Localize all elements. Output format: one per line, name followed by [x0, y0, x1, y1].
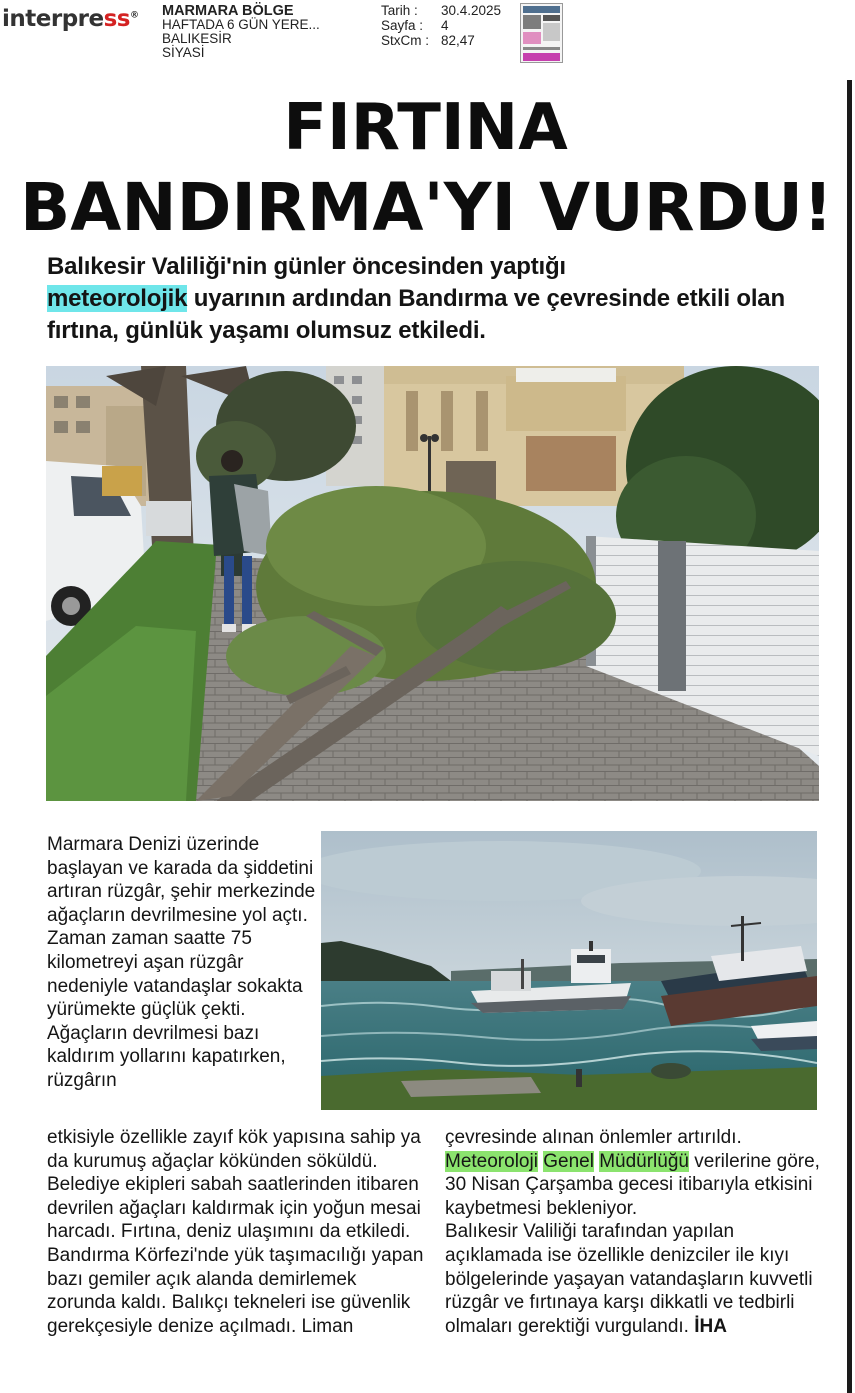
- meta-row-stxcm: [381, 33, 501, 48]
- highlight-term: Meteoroloji: [445, 1150, 538, 1172]
- body-text: etkisiyle özellikle zayıf kök yapısına sahip ya da kurumuş ağaçlar kökünden söküldü. Belediye ekipleri sabah saatlerinden itibaren devrilen ağaçları kaldırmak için yoğun mesai harcadı. Fırtına, deniz ulaşımını da etkiledi. Bandırma Körfezi'nde yük taşımacılığı yapan bazı gemiler açık alanda demirlemek zorunda kaldı. Balıkçı tekneleri ise güvenlik gerekçesiyle denize açılmadı. Liman: [47, 1127, 424, 1337]
- source-line: MARMARA BÖLGE: [162, 3, 294, 19]
- photo-boats-harbor: [321, 831, 817, 1110]
- lead-text: Balıkesir Valiliği'nin günler öncesinden yaptığı: [47, 253, 566, 280]
- source-line: BALIKESİR: [162, 31, 232, 46]
- page-thumbnail[interactable]: [520, 3, 563, 63]
- body-text: [445, 1220, 825, 1338]
- body-text-run: verilerine göre, 30 Nisan Çarşamba gecesi itibarıyla etkisini kaybetmesi bekleniyor.: [445, 1150, 820, 1219]
- body-text-run: Balıkesir Valiliği tarafından yapılan açıklamada ise özellikle denizciler ile kıyı bölgelerinde yaşayan vatandaşların kuvvetli rüzgâr ve fırtınaya karşı dikkatli ve tedbirli olmaları gerektiği vurgulandı.: [445, 1221, 813, 1337]
- agency-credit: İHA: [694, 1315, 727, 1337]
- meta-row-date: [381, 3, 501, 18]
- lead-text: uyarının ardından Bandırma ve çevresinde etkili olan fırtına, günlük yaşamı olumsuz etkiledi.: [47, 285, 785, 344]
- headline-line-1: FIRTINA: [283, 91, 568, 165]
- lead-highlight: meteorolojik: [47, 285, 188, 312]
- source-info: [162, 4, 320, 60]
- meta-key: Tarih :: [381, 3, 418, 18]
- source-line: SİYASİ: [162, 45, 205, 60]
- lead-paragraph: [47, 251, 837, 347]
- interpress-logo: interpress®: [2, 6, 139, 32]
- photo-fallen-tree: [46, 366, 819, 801]
- meta-value: 30.4.2025: [441, 3, 502, 18]
- meta-value: 82,47: [441, 33, 475, 48]
- meta-value: 4: [441, 18, 449, 33]
- highlight-term: Genel: [543, 1150, 594, 1172]
- meta-key: StxCm :: [381, 33, 430, 48]
- body-column-b: [47, 1126, 427, 1338]
- body-text: Marmara Denizi üzerinde başlayan ve karada da şiddetini artıran rüzgâr, şehir merkezinde ağaçların devrilmesine yol açtı. Zaman zaman saatte 75 kilometreyi aşan rüzgâr nedeniyle vatandaşlar sokakta yürümekte güçlük çekti. Ağaçların devrilmesi bazı kaldırım yollarını kapatırken, rüzgârın: [47, 834, 316, 1091]
- clipping-header: [0, 0, 855, 66]
- meta-key: Sayfa :: [381, 18, 424, 33]
- body-column-c: [445, 1126, 825, 1338]
- column-rule: [847, 80, 852, 1393]
- body-text: [445, 1126, 825, 1220]
- meta-row-page: [381, 18, 501, 33]
- body-column-a: [47, 833, 319, 1093]
- body-text-run: çevresinde alınan önlemler artırıldı.: [445, 1127, 742, 1148]
- source-line: HAFTADA 6 GÜN YERE...: [162, 17, 320, 32]
- headline-line-2: BANDIRMA'YI VURDU!: [19, 169, 834, 246]
- clip-meta: [381, 3, 501, 48]
- highlight-term: Müdürlüğü: [599, 1150, 689, 1172]
